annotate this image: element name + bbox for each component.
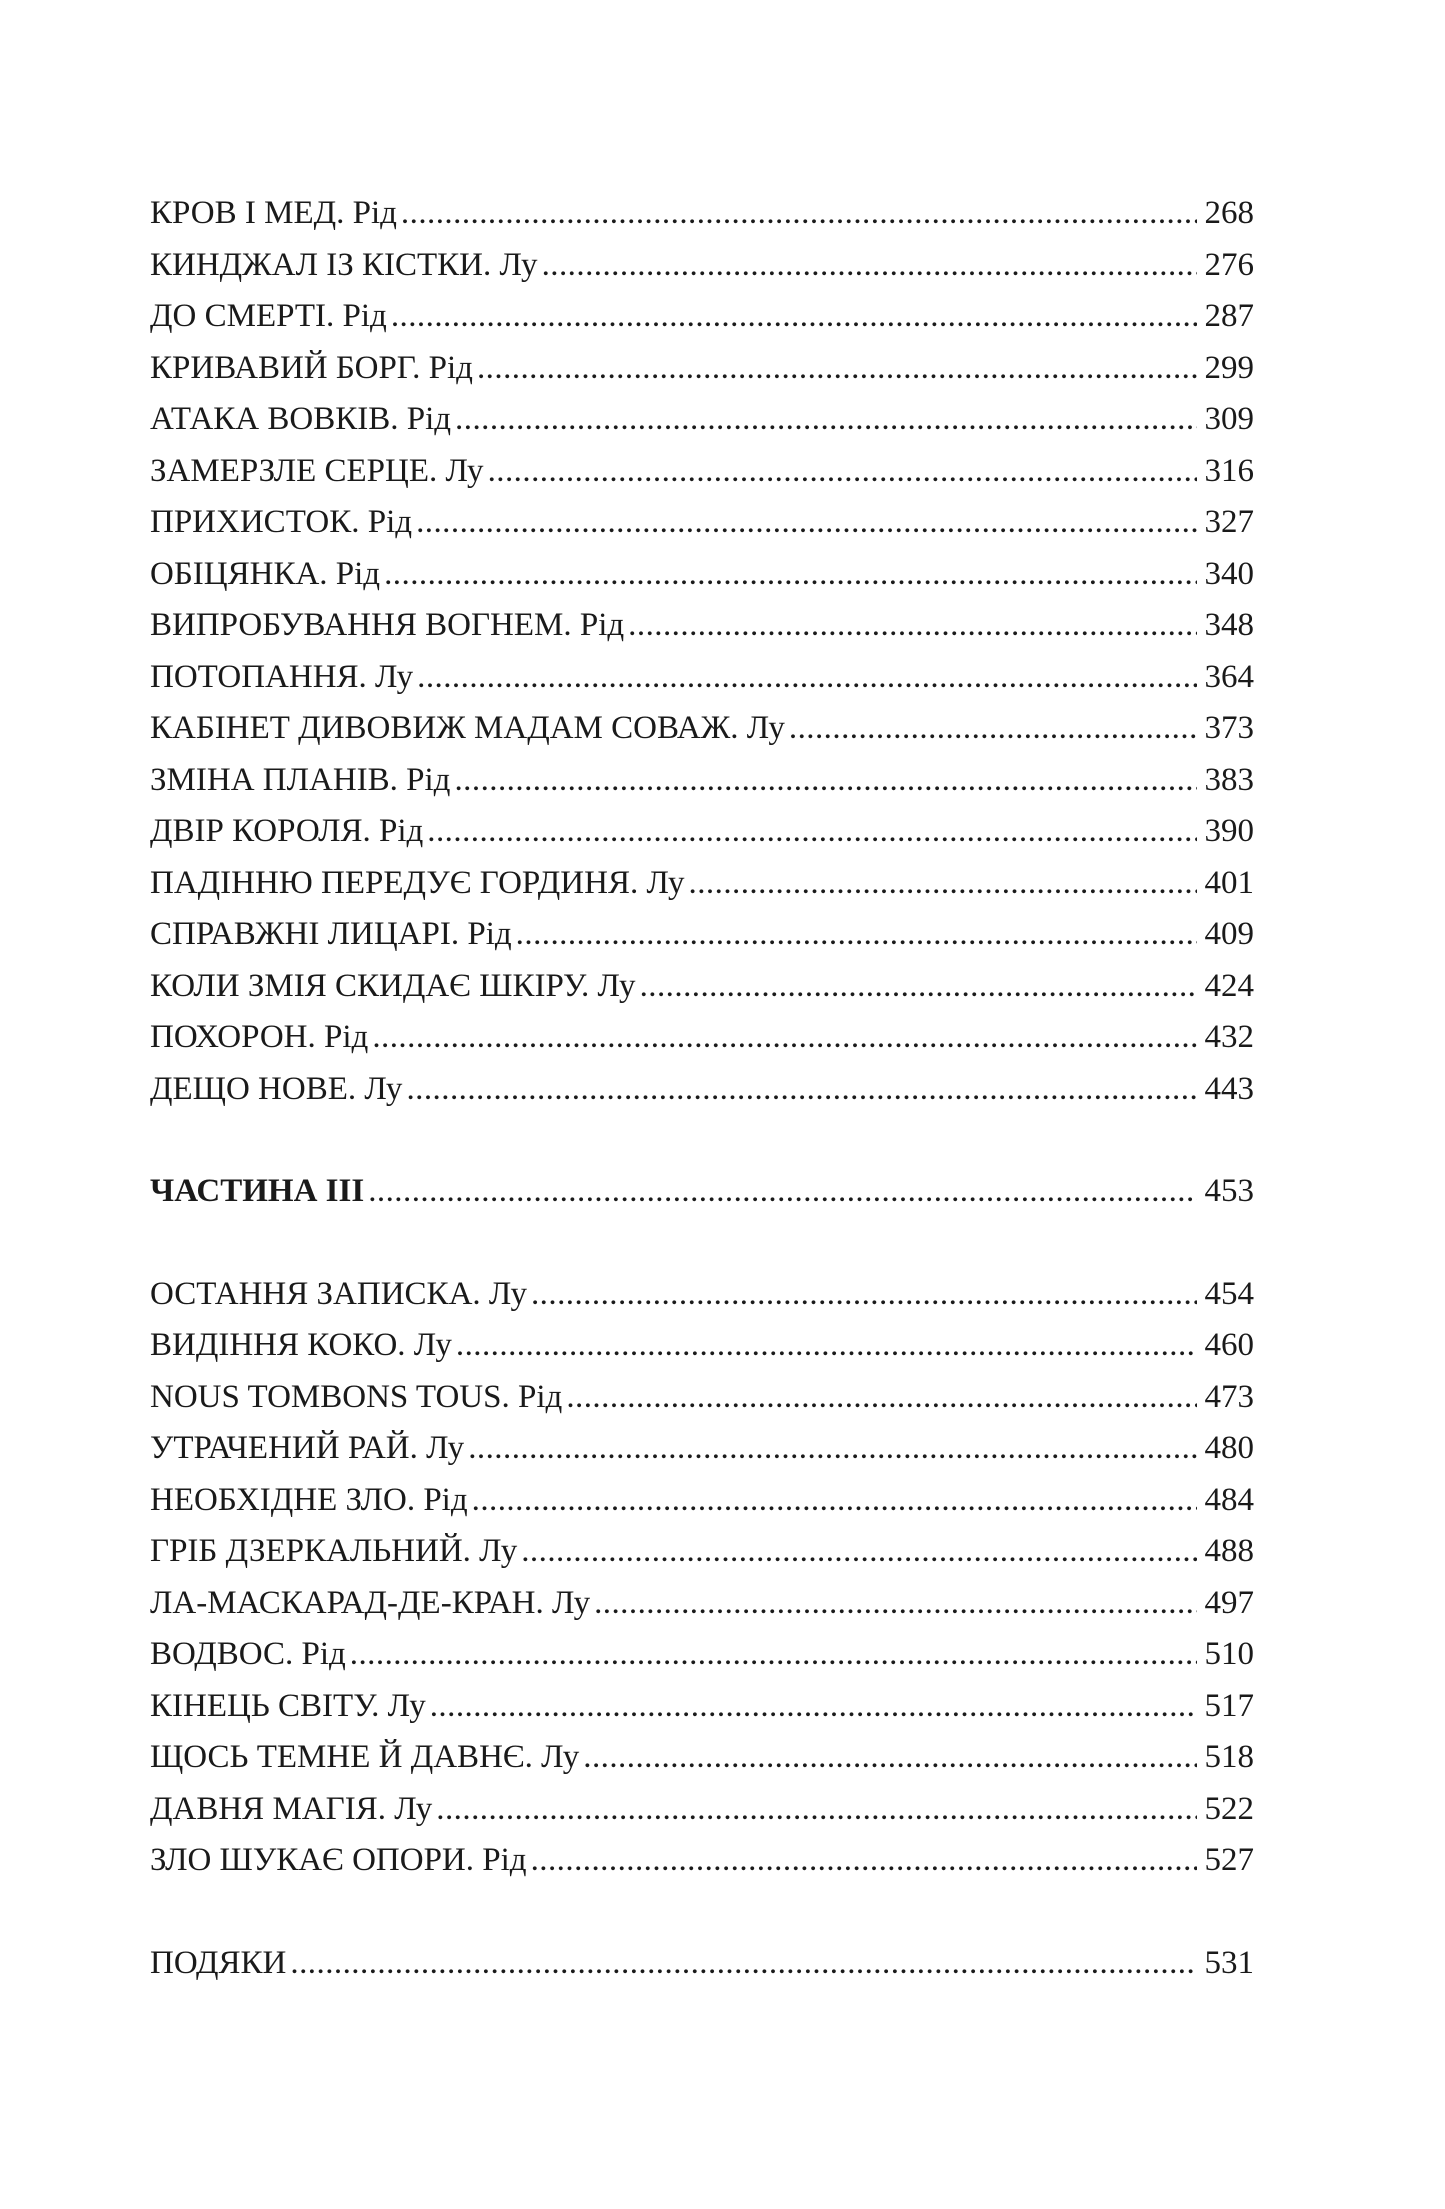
dot-leader — [368, 1166, 1196, 1218]
toc-group-part2-chapters — [150, 188, 1254, 1115]
section-gap — [150, 1115, 1254, 1166]
dot-leader — [436, 1784, 1196, 1836]
toc-entry — [150, 1784, 1254, 1836]
toc-entry-page-number: 409 — [1204, 916, 1254, 952]
toc-entry-page-number: 424 — [1204, 967, 1254, 1004]
toc-entry-page-number: 454 — [1204, 1275, 1254, 1312]
toc-entry-title: ЩОСЬ ТЕМНЕ Й ДАВНЄ. Лу — [150, 1739, 580, 1775]
toc-entry — [150, 909, 1254, 961]
toc-entry-page-number: 383 — [1204, 761, 1254, 798]
toc-entry-page-number: 497 — [1204, 1584, 1254, 1621]
toc-entry — [150, 1012, 1254, 1064]
toc-entry — [150, 1681, 1254, 1733]
toc-entry-page-number: 268 — [1204, 195, 1254, 231]
toc-entry-title: ПОТОПАННЯ. Лу — [150, 658, 414, 695]
toc-entry-title: ВИПРОБУВАННЯ ВОГНЕМ. Рід — [150, 607, 625, 643]
toc-group-part3-chapters — [150, 1269, 1254, 1887]
toc-entry — [150, 1835, 1254, 1887]
toc-entry-title: ПОДЯКИ — [150, 1944, 287, 1981]
toc-entry-title: УТРАЧЕНИЙ РАЙ. Лу — [150, 1430, 465, 1466]
toc-entry — [150, 1423, 1254, 1475]
dot-leader — [531, 1835, 1197, 1887]
toc-entry-title: ПАДІННЮ ПЕРЕДУЄ ГОРДИНЯ. Лу — [150, 864, 685, 901]
toc-entry-title: ЗМІНА ПЛАНІВ. Рід — [150, 761, 451, 798]
toc-entry-title: NOUS TOMBONS TOUS. Рід — [150, 1378, 563, 1415]
dot-leader — [416, 497, 1196, 549]
toc-entry — [150, 755, 1254, 807]
toc-entry — [150, 549, 1254, 601]
toc-entry-title: НЕОБХІДНЕ ЗЛО. Рід — [150, 1481, 468, 1518]
toc-entry — [150, 1578, 1254, 1630]
toc-entry-page-number: 531 — [1204, 1944, 1254, 1981]
dot-leader — [583, 1732, 1196, 1784]
toc-entry-page-number: 484 — [1204, 1481, 1254, 1518]
toc-entry-title: КРИВАВИЙ БОРГ. Рід — [150, 349, 473, 386]
dot-leader — [350, 1629, 1197, 1681]
toc-entry-title: ВОДВОС. Рід — [150, 1636, 346, 1672]
dot-leader — [417, 652, 1196, 704]
toc-entry — [150, 652, 1254, 704]
toc-entry — [150, 961, 1254, 1013]
dot-leader — [384, 549, 1196, 601]
toc-entry-page-number: 473 — [1204, 1378, 1254, 1415]
dot-leader — [640, 961, 1197, 1013]
toc-entry — [150, 497, 1254, 549]
toc-entry-title: ДЕЩО НОВЕ. Лу — [150, 1070, 403, 1107]
toc-entry-acknowledgements — [150, 1938, 1254, 1990]
dot-leader — [531, 1269, 1197, 1321]
dot-leader — [430, 1681, 1197, 1733]
dot-leader — [454, 755, 1196, 807]
toc-entry — [150, 1064, 1254, 1116]
toc-entry — [150, 291, 1254, 343]
section-gap — [150, 1887, 1254, 1938]
toc-entry-title: ЧАСТИНА ІІІ — [150, 1173, 365, 1209]
toc-entry-page-number: 453 — [1204, 1173, 1254, 1209]
dot-leader — [472, 1475, 1197, 1527]
toc-entry-page-number: 276 — [1204, 246, 1254, 283]
toc-entry-title: КІНЕЦЬ СВІТУ. Лу — [150, 1687, 426, 1724]
toc-entry-page-number: 518 — [1204, 1739, 1254, 1775]
toc-entry — [150, 1526, 1254, 1578]
dot-leader — [372, 1012, 1196, 1064]
toc-entry — [150, 703, 1254, 755]
toc-entry-page-number: 299 — [1204, 349, 1254, 386]
toc-entry — [150, 188, 1254, 240]
toc-entry-page-number: 517 — [1204, 1687, 1254, 1724]
toc-entry-title: КОЛИ ЗМІЯ СКИДАЄ ШКІРУ. Лу — [150, 967, 636, 1004]
toc-entry-part-three — [150, 1166, 1254, 1218]
dot-leader — [521, 1526, 1196, 1578]
dot-leader — [406, 1064, 1196, 1116]
toc-entry — [150, 600, 1254, 652]
toc-entry — [150, 446, 1254, 498]
toc-entry-title: ДВІР КОРОЛЯ. Рід — [150, 813, 424, 849]
toc-entry — [150, 1372, 1254, 1424]
toc-entry-page-number: 340 — [1204, 555, 1254, 592]
toc-entry-page-number: 401 — [1204, 864, 1254, 901]
toc-entry — [150, 1320, 1254, 1372]
dot-leader — [542, 240, 1197, 292]
toc-entry-title: ОБІЦЯНКА. Рід — [150, 555, 381, 592]
toc-entry — [150, 394, 1254, 446]
toc-entry-page-number: 373 — [1204, 710, 1254, 746]
toc-entry — [150, 858, 1254, 910]
toc-entry — [150, 1475, 1254, 1527]
toc-entry-title: ЛА-МАСКАРАД-ДЕ-КРАН. Лу — [150, 1584, 591, 1621]
toc-entry-page-number: 327 — [1204, 504, 1254, 540]
dot-leader — [468, 1423, 1196, 1475]
dot-leader — [789, 703, 1197, 755]
dot-leader — [401, 188, 1197, 240]
dot-leader — [455, 394, 1196, 446]
dot-leader — [391, 291, 1197, 343]
toc-entry-page-number: 287 — [1204, 298, 1254, 334]
toc-entry-page-number: 527 — [1204, 1842, 1254, 1878]
toc-entry-page-number: 480 — [1204, 1430, 1254, 1466]
dot-leader — [628, 600, 1196, 652]
dot-leader — [689, 858, 1197, 910]
toc-entry-page-number: 364 — [1204, 658, 1254, 695]
dot-leader — [566, 1372, 1196, 1424]
dot-leader — [427, 806, 1196, 858]
toc-entry — [150, 1269, 1254, 1321]
toc-entry-title: АТАКА ВОВКІВ. Рід — [150, 401, 452, 437]
toc-entry-title: ГРІБ ДЗЕРКАЛЬНИЙ. Лу — [150, 1533, 518, 1569]
toc-entry-title: ОСТАННЯ ЗАПИСКА. Лу — [150, 1275, 527, 1312]
toc-entry — [150, 806, 1254, 858]
section-gap — [150, 1218, 1254, 1269]
dot-leader — [594, 1578, 1196, 1630]
toc-entry — [150, 1732, 1254, 1784]
toc-entry-title: ДАВНЯ МАГІЯ. Лу — [150, 1790, 433, 1827]
toc-entry-title: ПОХОРОН. Рід — [150, 1019, 369, 1055]
toc-entry-page-number: 488 — [1204, 1533, 1254, 1569]
toc-entry-page-number: 309 — [1204, 401, 1254, 437]
toc-entry — [150, 1629, 1254, 1681]
toc-entry-title: КАБІНЕТ ДИВОВИЖ МАДАМ СОВАЖ. Лу — [150, 710, 785, 746]
dot-leader — [290, 1938, 1196, 1990]
toc-entry-title: ДО СМЕРТІ. Рід — [150, 298, 387, 334]
dot-leader — [516, 909, 1197, 961]
toc-entry-page-number: 443 — [1204, 1070, 1254, 1107]
toc-entry-title: ПРИХИСТОК. Рід — [150, 504, 413, 540]
toc-entry-title: ЗЛО ШУКАЄ ОПОРИ. Рід — [150, 1842, 527, 1878]
toc-entry-title: СПРАВЖНІ ЛИЦАРІ. Рід — [150, 916, 512, 952]
dot-leader — [456, 1320, 1197, 1372]
dot-leader — [488, 446, 1197, 498]
table-of-contents — [150, 188, 1254, 1989]
toc-entry-page-number: 390 — [1204, 813, 1254, 849]
toc-entry-page-number: 316 — [1204, 452, 1254, 489]
toc-entry-title: ЗАМЕРЗЛЕ СЕРЦЕ. Лу — [150, 452, 484, 489]
toc-entry-page-number: 460 — [1204, 1327, 1254, 1363]
dot-leader — [477, 343, 1197, 395]
toc-entry-page-number: 432 — [1204, 1019, 1254, 1055]
toc-entry-title: ВИДІННЯ КОКО. Лу — [150, 1327, 452, 1363]
toc-entry — [150, 343, 1254, 395]
toc-entry-page-number: 510 — [1204, 1636, 1254, 1672]
toc-entry-title: КИНДЖАЛ ІЗ КІСТКИ. Лу — [150, 246, 538, 283]
toc-entry-title: КРОВ І МЕД. Рід — [150, 195, 397, 231]
toc-entry — [150, 240, 1254, 292]
toc-entry-page-number: 522 — [1204, 1790, 1254, 1827]
toc-entry-page-number: 348 — [1204, 607, 1254, 643]
